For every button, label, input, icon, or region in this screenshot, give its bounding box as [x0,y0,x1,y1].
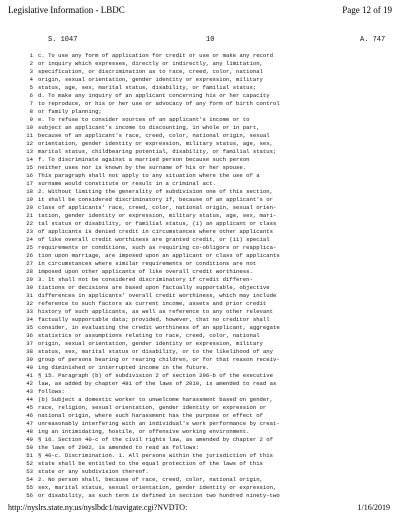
line-number: 50 [26,444,33,451]
text-line [0,172,400,180]
line-text: state shall be entitled to the equal protection of the laws of this [38,460,263,467]
line-text: ing diminished or interrupted income in the future. [38,364,210,371]
line-number: 46 [26,412,33,419]
line-text: or disability, as such term is defined in section two hundred ninety-two [38,492,280,499]
line-text: orientation, gender identity or expression, military status, age, sex, [38,140,273,147]
line-text: tation, gender identity or expression, military status, age, sex, mari- [38,212,277,219]
text-line [0,228,400,236]
text-line [0,108,400,116]
page-footer-date: 1/16/2019 [357,503,390,512]
line-text: of like overall credit worthiness are granted credit, or (ii) special [38,236,270,243]
text-line [0,92,400,100]
line-text: tal status or disability, or familial status, (i) an applicant or class [38,220,277,227]
text-line [0,100,400,108]
text-line [0,492,400,500]
text-line [0,444,400,452]
line-number: 24 [26,236,33,243]
text-line [0,276,400,284]
text-line [0,468,400,476]
text-line [0,484,400,492]
line-text: marital status, childbearing potential, disability, or familial status; [38,148,277,155]
text-line [0,180,400,188]
line-number: 41 [26,372,33,379]
line-number: 12 [26,140,33,147]
text-line [0,84,400,92]
text-line [0,308,400,316]
text-line [0,124,400,132]
line-number: 17 [26,180,33,187]
assembly-bill-number: A. 747 [360,36,386,44]
line-text: (b) Subject a domestic worker to unwelcome harassment based on gender, [38,396,273,403]
text-line [0,140,400,148]
line-number: 51 [26,452,33,459]
line-text: 2. No person shall, because of race, creed, color, national origin, [38,476,263,483]
text-line [0,116,400,124]
line-number: 43 [26,388,33,395]
line-text: tiations or decisions are based upon factually supportable, objective [38,284,270,291]
line-number: 16 [26,172,33,179]
line-text: national origin, where such harassment has the purpose or effect of [38,412,263,419]
bill-page-number: 10 [206,36,215,44]
line-text: f. To discriminate against a married person because such person [38,156,250,163]
line-text: law, as added by chapter 481 of the laws of 2010, is amended to read as [38,380,277,387]
text-line [0,236,400,244]
line-number: 48 [26,428,33,435]
line-number: 21 [26,212,33,219]
line-number: 32 [26,300,33,307]
line-text: because of an applicant's race, creed, color, national origin, sexual [38,132,270,139]
line-number: 18 [26,188,33,195]
line-number: 5 [29,84,33,91]
line-number: 37 [26,340,33,347]
page-footer-url[interactable]: http://nyslrs.state.ny.us/nyslbdc1/navigate.cgi?NVDTO: [8,503,188,512]
line-text: d. To make any inquiry of an applicant concerning his or her capacity [38,92,270,99]
line-text: c. To use any form of application for credit or use or make any record [38,52,273,59]
line-text: status, sex, marital status or disability, or to the likelihood of any [38,348,273,355]
text-line [0,324,400,332]
text-line [0,412,400,420]
line-number: 38 [26,348,33,355]
text-line [0,420,400,428]
line-text: origin, sexual orientation, gender identity or expression, military [38,340,263,347]
line-text: neither uses nor is known by the surname of his or her spouse. [38,164,247,171]
line-number: 19 [26,196,33,203]
line-text: or family planning; [38,108,102,115]
line-number: 11 [26,132,33,139]
text-line [0,388,400,396]
text-line [0,460,400,468]
page-number: Page 12 of 19 [342,5,392,15]
line-text: 3. It shall not be considered discriminatory if credit differen- [38,276,253,283]
line-text: origin, sexual orientation, gender identity or expression, military [38,76,263,83]
text-line [0,428,400,436]
line-number: 35 [26,324,33,331]
text-line [0,60,400,68]
line-text: imposed upon other applicants of like overall credit worthiness. [38,268,253,275]
line-number: 36 [26,332,33,339]
senate-bill-number: S. 1047 [48,36,78,44]
text-line [0,148,400,156]
line-number: 55 [26,484,33,491]
line-text: it shall be considered discriminatory if, because of an applicant's or [38,196,273,203]
line-number: 47 [26,420,33,427]
line-number: 6 [29,92,33,99]
text-line [0,204,400,212]
line-text: in circumstances where similar requirements or conditions are not [38,260,257,267]
line-text: reference to such factors as current income, assets and prior credit [38,300,267,307]
line-text: status, age, sex, marital status, disability, or familial status; [38,84,257,91]
line-number: 29 [26,276,33,283]
line-text: follows: [38,388,65,395]
text-line [0,316,400,324]
line-number: 15 [26,164,33,171]
line-number: 33 [26,308,33,315]
line-number: 30 [26,284,33,291]
text-line [0,452,400,460]
line-text: consider, in evaluating the credit worthiness of an applicant, aggregate [38,324,280,331]
line-number: 34 [26,316,33,323]
text-line [0,380,400,388]
line-number: 9 [29,116,33,123]
text-line [0,332,400,340]
line-text: tion upon marriage, are imposed upon an applicant or class of applicants [38,252,280,259]
line-number: 45 [26,404,33,411]
text-line [0,132,400,140]
line-number: 14 [26,156,33,163]
line-text: subject an applicant's income to discounting, in whole or in part, [38,124,260,131]
line-number: 25 [26,244,33,251]
line-number: 26 [26,252,33,259]
text-line [0,284,400,292]
line-text: § 16. Section 40-c of the civil rights law, as amended by chapter 2 of [38,436,273,443]
line-number: 39 [26,356,33,363]
line-text: specification, or discrimination as to race, creed, color, national [38,68,263,75]
line-text: 2. Without limiting the generality of subdivision one of this section, [38,188,273,195]
line-number: 13 [26,148,33,155]
line-number: 31 [26,292,33,299]
text-line [0,436,400,444]
text-line [0,396,400,404]
line-number: 56 [26,492,33,499]
line-text: to reproduce, or his or her use or advocacy of any form of birth control [38,100,280,107]
line-number: 8 [29,108,33,115]
line-number: 20 [26,204,33,211]
line-text: class of applicants' race, creed, color, national origin, sexual orien- [38,204,277,211]
page-header-source: Legislative Information - LBDC [8,5,125,15]
line-number: 7 [29,100,33,107]
text-line [0,156,400,164]
line-number: 3 [29,68,33,75]
line-number: 28 [26,268,33,275]
line-text: or inquiry which expresses, directly or indirectly, any limitation, [38,60,263,67]
line-number: 27 [26,260,33,267]
text-line [0,164,400,172]
text-line [0,252,400,260]
line-number: 22 [26,220,33,227]
line-text: requirements or conditions, such as requiring co-obligors or reapplica- [38,244,277,251]
line-text: e. To refuse to consider sources of an applicant's income or to [38,116,250,123]
line-text: group of persons bearing or rearing children, or for that reason receiv- [38,356,280,363]
text-line [0,188,400,196]
line-number: 23 [26,228,33,235]
text-line [0,260,400,268]
text-line [0,364,400,372]
line-text: § 15. Paragraph (b) of subdivision 2 of section 296-b of the executive [38,372,273,379]
line-text: race, religion, sexual orientation, gender identity or expression or [38,404,267,411]
line-text: statistics or assumptions relating to race, creed, color, national [38,332,260,339]
line-number: 2 [29,60,33,67]
text-line [0,340,400,348]
text-line [0,220,400,228]
line-text: § 40-c. Discrimination. 1. All persons within the jurisdiction of this [38,452,273,459]
text-line [0,68,400,76]
line-number: 44 [26,396,33,403]
line-number: 52 [26,460,33,467]
line-text: unreasonably interfering with an individual's work performance by creat- [38,420,280,427]
line-text: surname would constitute or result in a criminal act. [38,180,216,187]
text-line [0,404,400,412]
text-line [0,212,400,220]
line-text: the laws of 2002, is amended to read as follows: [38,444,200,451]
line-text: history of such applicants, as well as reference to any other relevant [38,308,273,315]
text-line [0,476,400,484]
line-number: 53 [26,468,33,475]
text-line [0,356,400,364]
text-line [0,268,400,276]
text-line [0,244,400,252]
text-line [0,292,400,300]
line-number: 42 [26,380,33,387]
line-number: 40 [26,364,33,371]
line-number: 49 [26,436,33,443]
text-line [0,52,400,60]
line-number: 4 [29,76,33,83]
line-text: state or any subdivision thereof. [38,468,149,475]
text-line [0,300,400,308]
text-line [0,372,400,380]
text-line [0,76,400,84]
line-text: of applicants is denied credit in circumstances where other applicants [38,228,273,235]
line-text: differences in applicants' overall credit worthiness, which may include [38,292,277,299]
line-number: 54 [26,476,33,483]
line-text: factually supportable data; provided, however, that no creditor shall [38,316,270,323]
text-line [0,348,400,356]
line-number: 1 [29,52,33,59]
line-number: 10 [26,124,33,131]
line-text: sex, marital status, sexual orientation, gender identity or expression, [38,484,277,491]
text-line [0,196,400,204]
line-text: ing an intimidating, hostile, or offensive working environment. [38,428,250,435]
line-text: This paragraph shall not apply to any situation where the use of a [38,172,260,179]
